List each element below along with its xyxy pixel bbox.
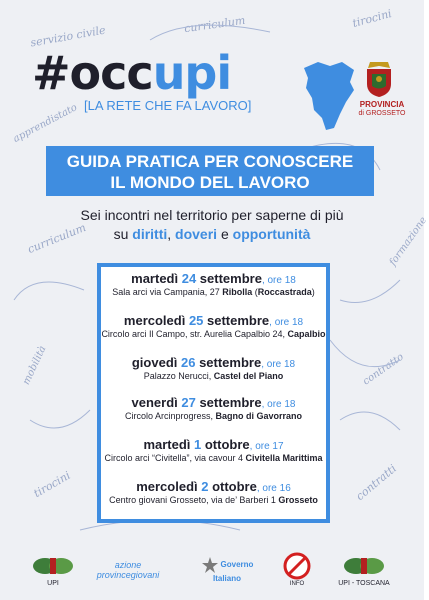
event-time: , ore 16	[256, 483, 291, 494]
event-place-text: Circolo arci Il Campo, str. Aurelia Capalbio 24,	[101, 329, 288, 339]
guide-banner	[46, 146, 374, 196]
event-day: 25	[188, 313, 204, 328]
page-title	[32, 46, 332, 100]
province-label	[354, 100, 410, 118]
event-day: 1	[194, 437, 202, 452]
event-month: settembre	[195, 395, 262, 410]
governo-italiano-logo	[186, 556, 268, 583]
doodle-curriculum-top: curriculum	[183, 13, 247, 36]
doodle-curriculum-left: curriculum	[25, 220, 88, 257]
event-item	[101, 479, 326, 505]
intro-highlight-doveri: doveri	[175, 226, 218, 242]
upi-toscana-emblem-icon	[342, 552, 386, 580]
event-month: settembre	[203, 313, 270, 328]
intro-line-1: Sei incontri nel territorio per saperne di più	[80, 207, 344, 223]
event-month: ottobre	[201, 437, 250, 452]
event-date	[101, 313, 326, 328]
event-time: , ore 18	[269, 317, 304, 328]
event-place-bold: Castel del Piano	[213, 371, 284, 381]
event-day: 24	[181, 271, 197, 286]
doodle-tirocini-bottom: tirocini	[31, 468, 73, 501]
event-weekday: mercoledì	[136, 479, 202, 494]
intro-text	[40, 206, 384, 244]
event-item	[101, 437, 326, 463]
event-month: ottobre	[208, 479, 257, 494]
doodle-mobilita: mobilità	[20, 344, 49, 387]
event-place	[101, 495, 326, 505]
upi-logo	[26, 552, 80, 587]
event-time: , ore 18	[261, 359, 296, 370]
event-place-text: Centro giovani Grosseto, via de’ Barberi 1	[109, 495, 279, 505]
event-day: 2	[201, 479, 209, 494]
upi-emblem-icon	[31, 552, 75, 580]
italian-emblem-icon	[201, 556, 219, 574]
event-place-text: Sala arci via Campania, 27	[112, 287, 223, 297]
event-place-bold: Grosseto	[278, 495, 318, 505]
event-place	[101, 287, 326, 297]
event-weekday: giovedì	[131, 355, 181, 370]
intro-highlight-opportunita: opportunità	[232, 226, 311, 242]
event-weekday: venerdì	[131, 395, 182, 410]
event-date	[101, 479, 326, 494]
event-item	[101, 355, 326, 381]
doodle-apprendistato: apprendistato	[11, 102, 80, 145]
intro-line-2	[40, 225, 384, 244]
event-place-text: Palazzo Nerucci,	[143, 371, 214, 381]
event-place	[101, 329, 326, 339]
event-day: 26	[180, 355, 196, 370]
event-weekday: mercoledì	[123, 313, 189, 328]
event-month: settembre	[196, 271, 262, 286]
upi-caption: UPI	[47, 580, 59, 587]
event-place-post: )	[311, 287, 315, 297]
event-time: , ore 18	[261, 275, 296, 286]
event-date	[101, 395, 326, 410]
event-item	[101, 313, 326, 339]
doodle-formazione: formazione	[387, 215, 429, 268]
upi-toscana-logo	[330, 552, 398, 587]
intro-sep-2: e	[217, 226, 233, 242]
event-place	[101, 411, 326, 421]
events-box	[97, 263, 330, 523]
event-item	[101, 271, 326, 297]
governo-caption: Governo Italiano	[212, 559, 254, 583]
event-place	[101, 453, 326, 463]
tagline: [LA RETE CHE FA LAVORO]	[84, 98, 252, 113]
event-place-bold-2: Roccastrada	[257, 287, 312, 297]
event-date	[101, 271, 326, 286]
intro-pre: su	[113, 226, 133, 242]
footer-logos	[0, 548, 424, 600]
intro-sep-1: ,	[167, 226, 176, 242]
event-date	[101, 355, 326, 370]
doodle-contratti: contratti	[353, 461, 399, 504]
event-place-bold: Capalbio	[287, 329, 326, 339]
header-title-block	[32, 46, 332, 113]
province-name: PROVINCIA	[359, 100, 405, 109]
event-place-text: Circolo arci “Civitella”, via cavour 4	[104, 453, 246, 463]
event-month: settembre	[195, 355, 262, 370]
event-place-text: Circolo Arcinprogress,	[124, 411, 216, 421]
title-part-dark: #occ	[32, 46, 153, 100]
event-place	[101, 371, 326, 381]
event-item	[101, 395, 326, 421]
doodle-contratto: contratto	[361, 351, 406, 388]
event-weekday: martedì	[131, 271, 182, 286]
doodle-servizio-civile: servizio civile	[29, 23, 107, 50]
guide-line-1: GUIDA PRATICA PER CONOSCERE	[66, 152, 354, 171]
title-part-blue: upi	[152, 46, 232, 100]
event-place-mid: (	[252, 287, 258, 297]
event-date	[101, 437, 326, 452]
province-city: di GROSSETO	[358, 110, 406, 117]
guide-line-2: IL MONDO DEL LAVORO	[110, 173, 310, 192]
intro-highlight-diritti: diritti	[132, 226, 168, 242]
event-time: , ore 17	[249, 441, 284, 452]
info-logo	[282, 552, 312, 587]
event-place-bold: Ribolla	[222, 287, 253, 297]
tuscany-map-icon	[300, 60, 356, 132]
event-place-bold: Bagno di Gavorrano	[215, 411, 303, 421]
event-time: , ore 18	[261, 399, 296, 410]
doodle-tirocini-top: tirocini	[351, 7, 394, 30]
info-sign-icon	[283, 552, 311, 580]
upi-toscana-caption: UPI - TOSCANA	[338, 580, 390, 587]
event-day: 27	[181, 395, 196, 410]
event-weekday: martedì	[143, 437, 195, 452]
event-place-bold: Civitella Marittima	[245, 453, 323, 463]
azione-province-giovani-logo	[92, 560, 164, 580]
province-crest-icon	[362, 58, 396, 98]
azione-caption: azione provincegiovani	[96, 560, 160, 580]
info-caption: INFO	[289, 581, 305, 587]
